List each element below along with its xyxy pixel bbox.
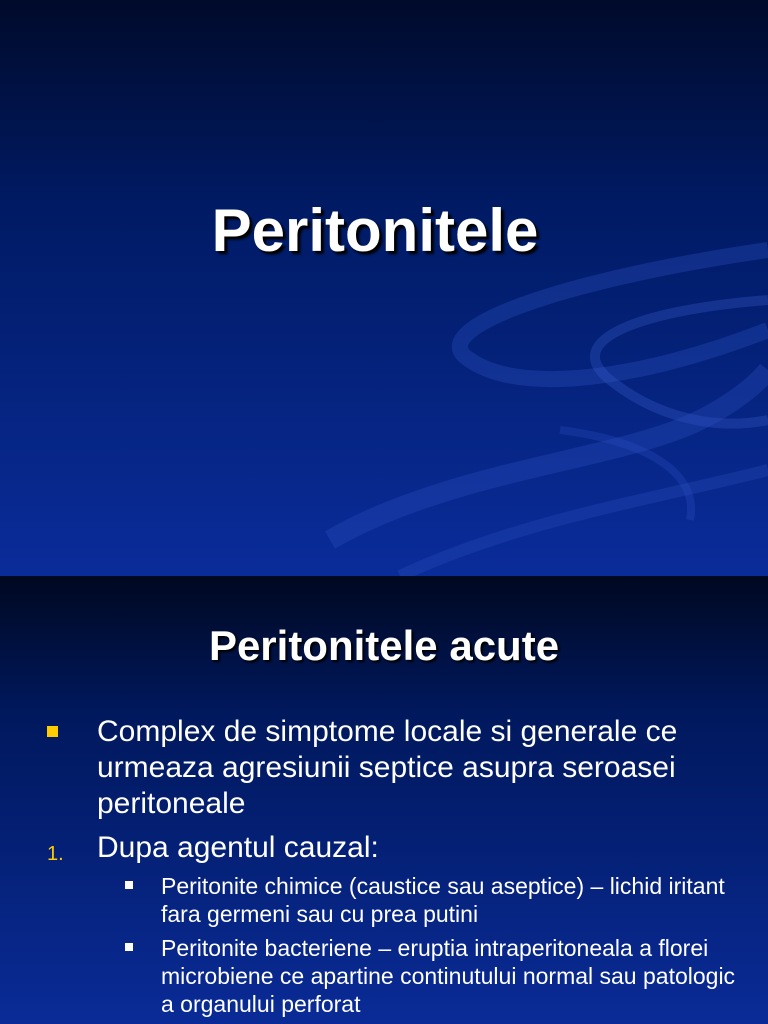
slide-title: Peritonitele acute xyxy=(208,622,560,669)
slide-2 xyxy=(0,576,768,1024)
sub-list-item xyxy=(0,934,768,1018)
slide-content xyxy=(0,714,768,1018)
sub-list-item xyxy=(0,872,768,928)
list-item-text: Dupa agentul cauzal: xyxy=(97,831,379,864)
slide-title: Peritonitele xyxy=(211,197,539,264)
list-item xyxy=(0,830,768,866)
list-item xyxy=(0,714,768,822)
small-square-bullet-icon xyxy=(125,943,133,951)
square-bullet-icon xyxy=(47,726,58,737)
list-number: 1. xyxy=(47,843,64,865)
sub-list-item-text: Peritonite bacteriene – eruptia intraperitoneala a florei microbiene ce apartine continutului normal sau patologic a organului perforat xyxy=(161,935,736,1017)
list-item-text: Complex de simptome locale si generale ce urmeaza agresiunii septice asupra seroasei peritoneale xyxy=(97,715,678,820)
small-square-bullet-icon xyxy=(125,881,133,889)
sub-list-item-text: Peritonite chimice (caustice sau aseptice) – lichid iritant fara germeni sau cu prea putini xyxy=(161,873,725,927)
